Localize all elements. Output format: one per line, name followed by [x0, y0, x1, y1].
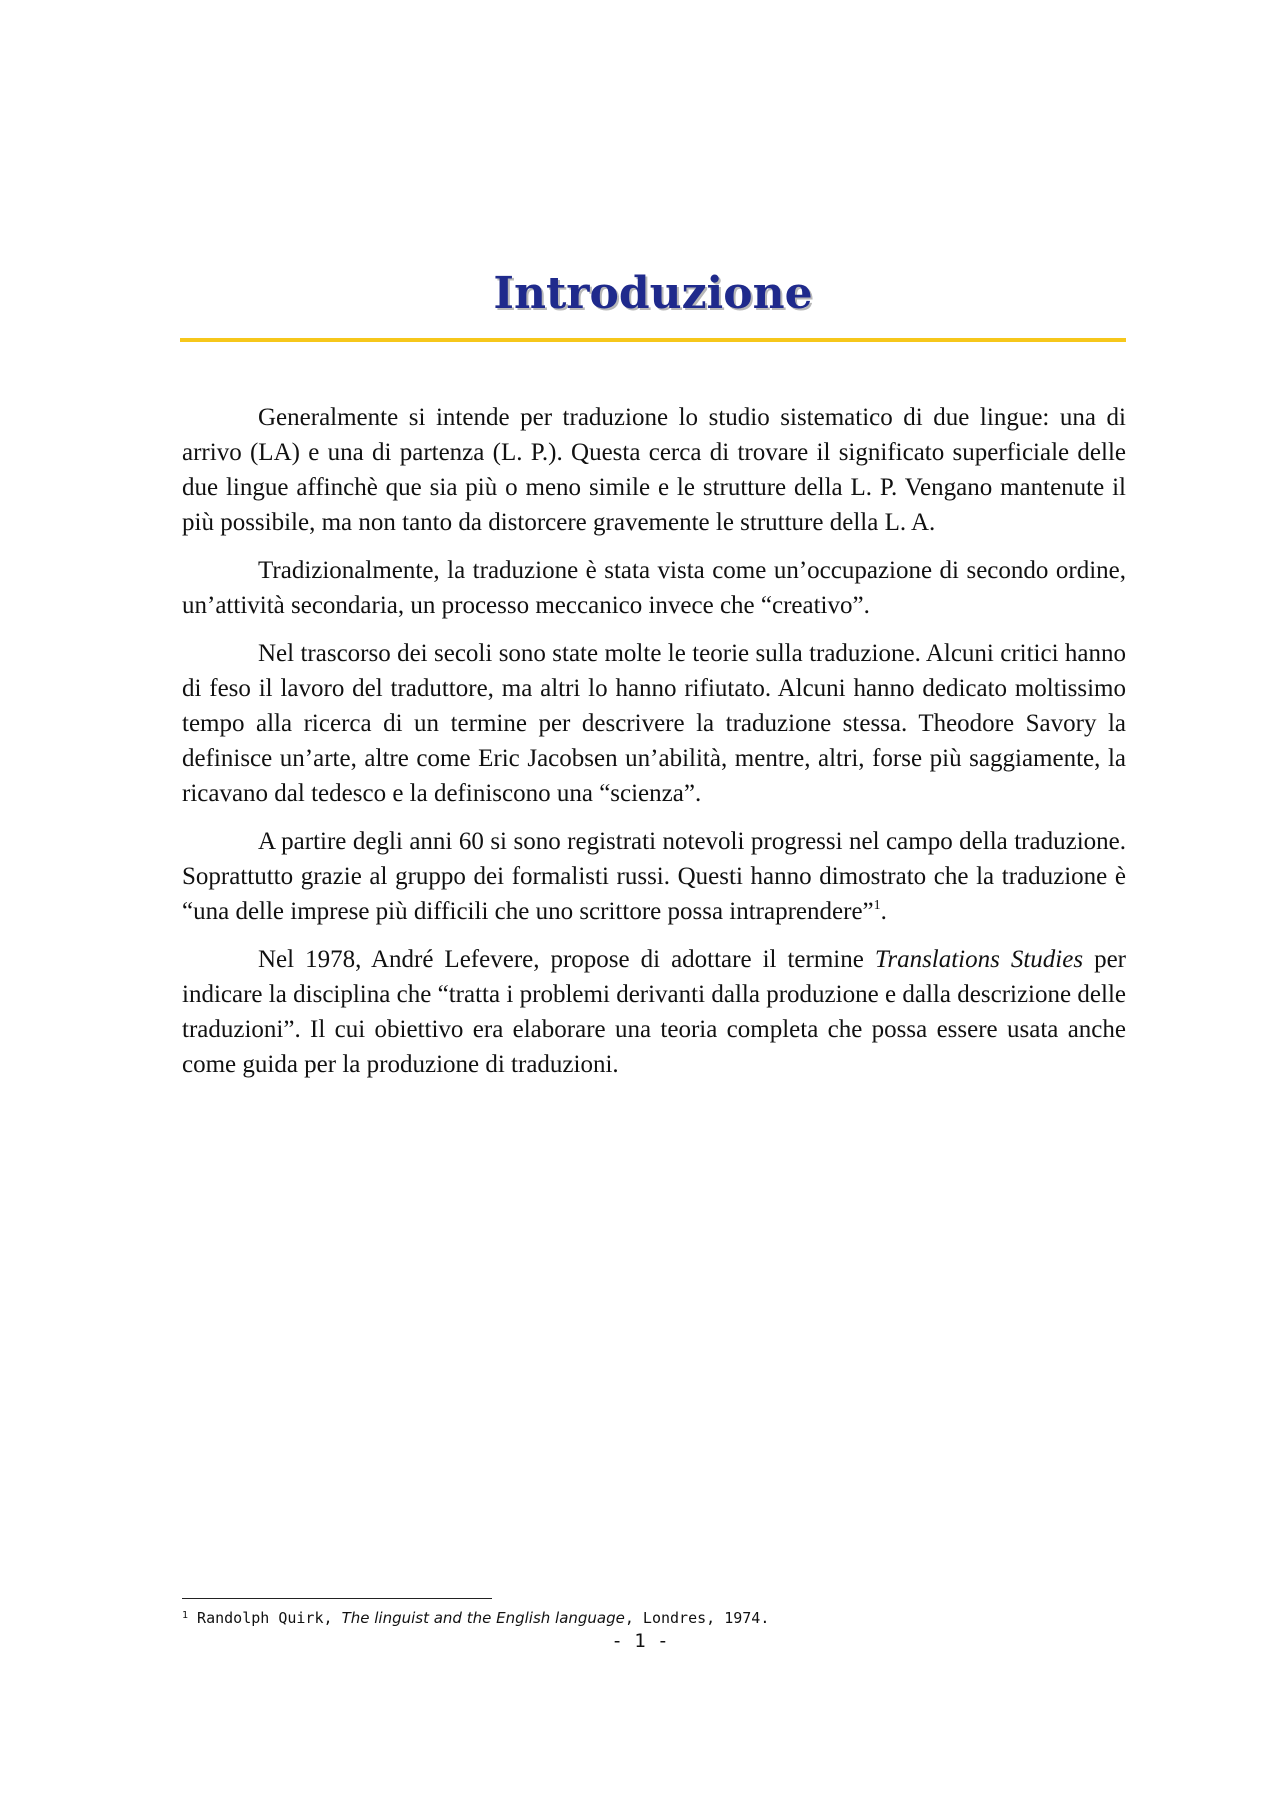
paragraph-3: Nel trascorso dei secoli sono state molte le teorie sulla traduzione. Alcuni critici hanno di feso il lavoro del traduttore, ma altri lo hanno rifiutato. Alcuni hanno dedicato moltissimo tempo alla ricerca di un termine per descrivere la traduzione stessa. Theodore Savory la definisce un’arte, altre come Eric Jacobsen un’abilità, mentre, altri, forse più saggiamente, la ricavano dal tedesco e la definiscono una “scienza”. [182, 640, 1126, 807]
paragraph-5-italic-term: Translations Studies [874, 946, 1084, 973]
footnote-details: , Londres, 1974. [624, 1609, 770, 1627]
footnote-reference: 1 [873, 898, 881, 913]
paragraph-2: Tradizionalmente, la traduzione è stata vista come un’occupazione di secondo ordine, un’attività secondaria, un processo meccanico invece che “creativo”. [182, 557, 1126, 619]
footnote-book-title: The linguist and the English language [341, 1609, 625, 1627]
footnote-marker: 1 [182, 1610, 189, 1621]
paragraph-4-end: . [880, 898, 887, 925]
paragraph-5 [182, 942, 1126, 1082]
body-text [182, 400, 1126, 1095]
paragraph-1: Generalmente si intende per traduzione lo studio sistematico di due lingue: una di arrivo (LA) e una di partenza (L. P.). Questa cerca di trovare il significato superficiale delle due lingue affinchè que sia più o meno simile e le strutture della L. P. Vengano mantenute il più possibile, ma non tanto da distorcere gravemente le strutture della L. A. [182, 404, 1126, 536]
paragraph-4 [182, 824, 1126, 929]
footnote-separator [182, 1598, 492, 1599]
paragraph-5-end: per indicare la disciplina che “tratta i problemi derivanti dalla produzione e dalla descrizione delle traduzioni”. Il cui obiettivo era elaborare una teoria completa che possa essere usata anche come guida per la produzione di traduzioni. [182, 946, 1126, 1078]
title-underline [180, 338, 1126, 342]
footnote-author: Randolph Quirk, [188, 1609, 342, 1627]
paragraph-4-text: A partire degli anni 60 si sono registrati notevoli progressi nel campo della traduzione. Soprattutto grazie al gruppo dei formalisti russi. Questi hanno dimostrato che la traduzione è “una delle imprese più difficili che uno scrittore possa intraprendere” [182, 828, 1126, 925]
page-title: Introduzione [493, 268, 813, 319]
page-number: - 1 - [611, 1630, 669, 1652]
paragraph-5-start: Nel 1978, André Lefevere, propose di adottare il termine [258, 946, 875, 973]
footnote [182, 1608, 1126, 1628]
